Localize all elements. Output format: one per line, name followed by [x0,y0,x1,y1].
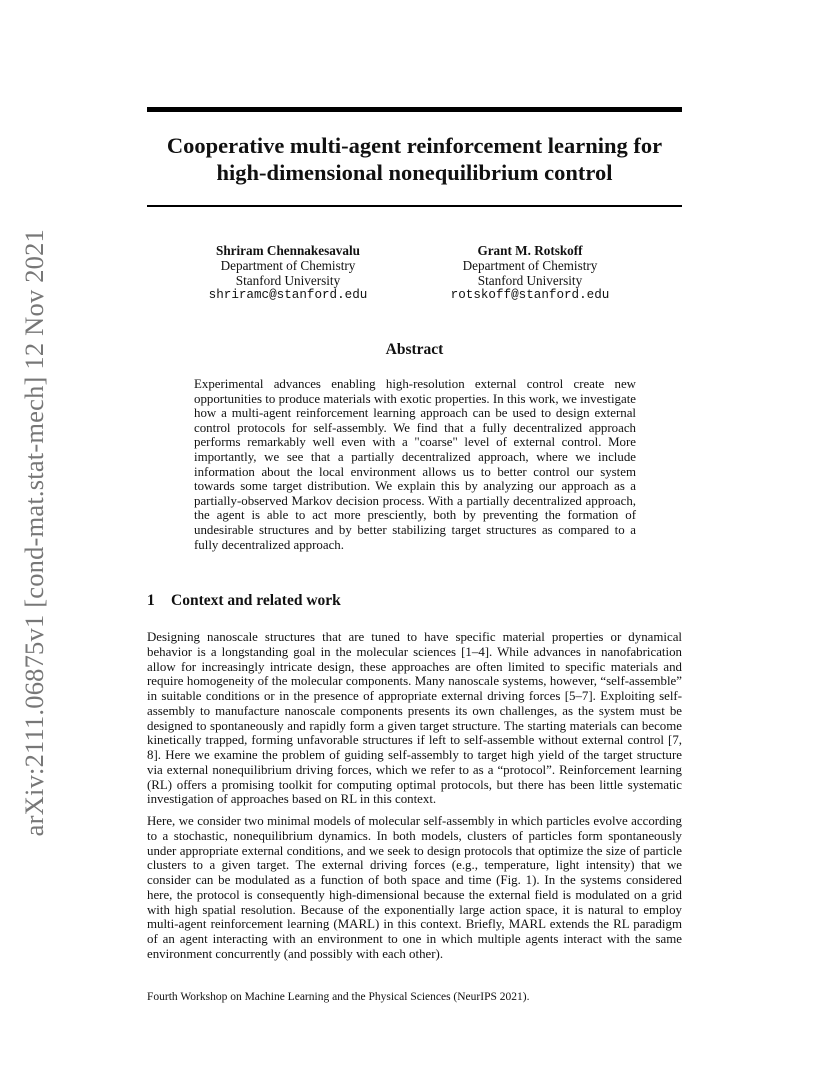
section-title: Context and related work [171,592,341,609]
author-university: Stanford University [477,273,583,288]
footer-note: Fourth Workshop on Machine Learning and the Physical Sciences (NeurIPS 2021). [147,991,530,1003]
arxiv-stamp [14,220,54,846]
author-name: Grant M. Rotskoff [477,243,583,258]
section-heading [147,592,341,610]
author-name: Shriram Chennakesavalu [216,243,360,258]
author-email-link[interactable]: shriramc@stanford.edu [208,288,368,302]
title-rule-bottom [147,205,682,207]
title-rule-top [147,107,682,112]
paper-title: Cooperative multi-agent reinforcement learning for high-dimensional nonequilibrium control [166,133,663,185]
author-department: Department of Chemistry [462,258,598,273]
abstract-text: Experimental advances enabling high-resolution external control create new opportunities to produce materials with exotic properties. In this work, we investigate how a multi-agent reinforcement learning approach can be used to design external control protocols for self-assembly. We find that a fully decentralized approach performs remarkably well even with a "coarse" level of external control. More importantly, we see that a partially decentralized approach, where we include information about the local environment allows us to better control our system towards some target distribution. We explain this by analyzing our approach as a partially-observed Markov decision process. With a partially decentralized approach, the agent is able to act more presciently, both by preventing the formation of undesirable structures and by better stabilizing target structures as compared to a fully decentralized approach. [194,377,636,552]
body-paragraph-2: Here, we consider two minimal models of molecular self-assembly in which particles evolve according to a stochastic, nonequilibrium dynamics. In both models, clusters of particles form spontaneously under appropriate external conditions, and we seek to design protocols that optimize the size of particle clusters to a given target. The external driving forces (e.g., temperature, light intensity) that we consider can be modulated as a function of both space and time (Fig. 1). In the systems considered here, the protocol is consequently high-dimensional because the external field is modulated on a grid with high spatial resolution. Because of the exponentially large action space, it is natural to employ multi-agent reinforcement learning (MARL) in this context. Briefly, MARL extends the RL paradigm of an agent interacting with an environment to one in which multiple agents interact with the same environment concurrently (and possibly with each other). [147,814,682,961]
section-number: 1 [147,592,155,609]
author-email-link[interactable]: rotskoff@stanford.edu [450,288,610,302]
body-paragraph-1: Designing nanoscale structures that are tuned to have specific material properties or dynamical behavior is a longstanding goal in the molecular sciences [1–4]. While advances in nanofabrication allow for increasingly intricate design, these approaches are often limited to specific materials and require homogeneity of the molecular components. Many nanoscale systems, however, “self-assemble” in suitable conditions or in the presence of appropriate external driving forces [5–7]. Exploiting self-assembly to manufacture nanoscale components presents its own challenges, as the system must be designed to spontaneously and rapidly form a given target structure. The starting materials can become kinetically trapped, forming unfavorable structures if left to self-assemble without external control [7, 8]. Here we examine the problem of guiding self-assembly to target high yield of the target structure via external nonequilibrium driving forces, which we refer to as a “protocol”. Reinforcement learning (RL) offers a promising toolkit for computing optimal protocols, but there has been little systematic investigation of approaches based on RL in this context. [147,630,682,807]
author-department: Department of Chemistry [220,258,356,273]
author-block-1 [168,243,408,303]
arxiv-stamp-text: arXiv:2111.06875v1 [cond-mat.stat-mech] 12 Nov 2021 [18,229,49,837]
abstract-heading: Abstract [385,341,444,358]
author-university: Stanford University [235,273,341,288]
author-block-2 [410,243,650,303]
